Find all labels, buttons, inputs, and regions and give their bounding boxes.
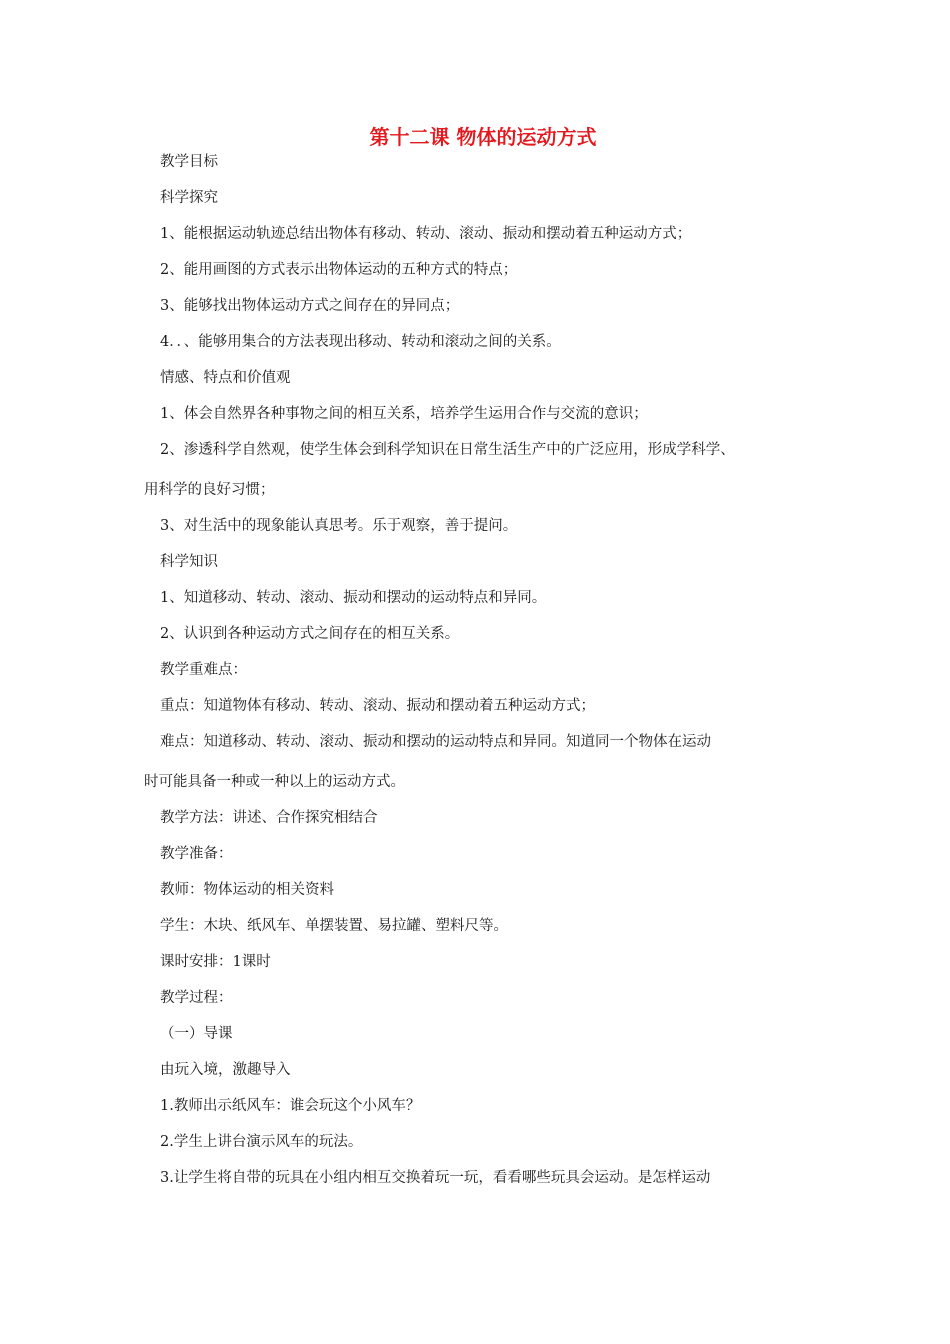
paragraph-line: 1、知道移动、转动、滚动、振动和摆动的运动特点和异同。	[160, 590, 547, 606]
heading-emotion-values: 情感、特点和价值观	[160, 370, 291, 386]
heading-key-points: 教学重难点：	[160, 662, 247, 678]
paragraph-line: 难点：知道移动、转动、滚动、振动和摆动的运动特点和异同。知道同一个物体在运动	[160, 734, 711, 750]
document-title: 第十二课 物体的运动方式	[369, 125, 597, 149]
paragraph-line: 1.教师出示纸风车：谁会玩这个小风车？	[160, 1098, 421, 1114]
section-heading: （一）导课	[160, 1026, 233, 1042]
heading-science-knowledge: 科学知识	[160, 554, 218, 570]
paragraph-line: 2、渗透科学自然观，使学生体会到科学知识在日常生活生产中的广泛应用，形成学科学、	[160, 442, 735, 458]
paragraph-line: 4．．、能够用集合的方法表现出移动、转动和滚动之间的关系。	[160, 334, 561, 350]
paragraph-line: 3、对生活中的现象能认真思考。乐于观察，善于提问。	[160, 518, 518, 534]
paragraph-line: 3、能够找出物体运动方式之间存在的异同点；	[160, 298, 460, 314]
paragraph-line: 2、能用画图的方式表示出物体运动的五种方式的特点；	[160, 262, 518, 278]
paragraph-continuation: 用科学的良好习惯；	[144, 482, 275, 498]
paragraph-line: 课时安排：1课时	[160, 954, 271, 970]
heading-teaching-process: 教学过程：	[160, 990, 233, 1006]
paragraph-continuation: 时可能具备一种或一种以上的运动方式。	[144, 774, 405, 790]
paragraph-line: 3.让学生将自带的玩具在小组内相互交换着玩一玩，看看哪些玩具会运动。是怎样运动	[160, 1170, 711, 1186]
paragraph-line: 由玩入境，激趣导入	[160, 1062, 291, 1078]
paragraph-line: 2、认识到各种运动方式之间存在的相互关系。	[160, 626, 460, 642]
paragraph-line: 重点：知道物体有移动、转动、滚动、振动和摆动着五种运动方式；	[160, 698, 595, 714]
paragraph-line: 教师：物体运动的相关资料	[160, 882, 334, 898]
heading-science-inquiry: 科学探究	[160, 190, 218, 206]
paragraph-line: 1、体会自然界各种事物之间的相互关系，培养学生运用合作与交流的意识；	[160, 406, 648, 422]
paragraph-line: 学生：木块、纸风车、单摆装置、易拉罐、塑料尺等。	[160, 918, 508, 934]
heading-teaching-goals: 教学目标	[160, 154, 218, 170]
paragraph-line: 1、能根据运动轨迹总结出物体有移动、转动、滚动、振动和摆动着五种运动方式；	[160, 226, 692, 242]
paragraph-line: 2.学生上讲台演示风车的玩法。	[160, 1134, 363, 1150]
heading-preparation: 教学准备：	[160, 846, 233, 862]
paragraph-line: 教学方法：讲述、合作探究相结合	[160, 810, 378, 826]
